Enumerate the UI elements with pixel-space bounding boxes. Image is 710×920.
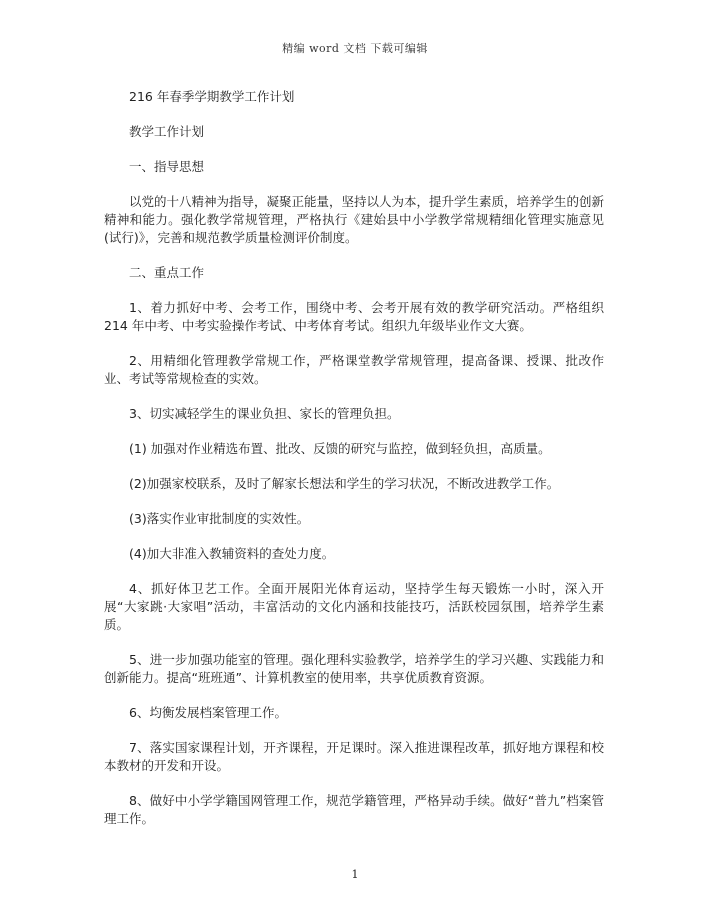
section-heading-guiding-ideology: 一、指导思想: [129, 159, 205, 174]
list-item-2: 2、用精细化管理教学常规工作，严格课堂教学常规管理，提高备课、授课、批改作业、考试等常规检查的实效。: [104, 353, 604, 386]
page-header: 精编 word 文档 下载可编辑: [282, 42, 428, 55]
document-subtitle: 教学工作计划: [129, 124, 205, 139]
paragraph-guiding-ideology: 以党的十八精神为指导，凝聚正能量，坚持以人为本，提升学生素质，培养学生的创新精神和能力。强化教学常规管理，严格执行《建始县中小学教学常规精细化管理实施意见(试行)》，完善和规范教学质量检测评价制度。: [104, 194, 605, 245]
sub-item-4: (4)加大非准入教辅资料的查处力度。: [129, 546, 335, 561]
list-item-4: 4、抓好体卫艺工作。全面开展阳光体育运动，坚持学生每天锻炼一小时，深入开展“大家跳·大家唱”活动，丰富活动的文化内涵和技能技巧，活跃校园氛围，培养学生素质。: [104, 581, 604, 632]
list-item-6: 6、均衡发展档案管理工作。: [129, 705, 287, 720]
list-item-1: 1、着力抓好中考、会考工作，围绕中考、会考开展有效的教学研究活动。严格组织 214 年中考、中考实验操作考试、中考体育考试。组织九年级毕业作文大赛。: [104, 300, 604, 333]
sub-item-3: (3)落实作业审批制度的实效性。: [129, 511, 310, 526]
sub-item-2: (2)加强家校联系，及时了解家长想法和学生的学习状况，不断改进教学工作。: [129, 476, 560, 491]
page-number: 1: [351, 868, 359, 881]
list-item-8: 8、做好中小学学籍国网管理工作，规范学籍管理，严格异动手续。做好“普九”档案管理工作。: [104, 793, 604, 826]
document-title: 216 年春季学期教学工作计划: [129, 89, 295, 104]
list-item-5: 5、进一步加强功能室的管理。强化理科实验教学，培养学生的学习兴趣、实践能力和创新能力。提高“班班通”、计算机教室的使用率，共享优质教育资源。: [104, 652, 604, 685]
sub-item-1: (1) 加强对作业精选布置、批改、反馈的研究与监控，做到轻负担，高质量。: [129, 441, 551, 456]
list-item-7: 7、落实国家课程计划，开齐课程，开足课时。深入推进课程改革，抓好地方课程和校本教材的开发和开设。: [104, 740, 604, 773]
list-item-3: 3、切实减轻学生的课业负担、家长的管理负担。: [129, 406, 400, 421]
document-body: [104, 88, 604, 828]
section-heading-key-work: 二、重点工作: [129, 265, 205, 280]
